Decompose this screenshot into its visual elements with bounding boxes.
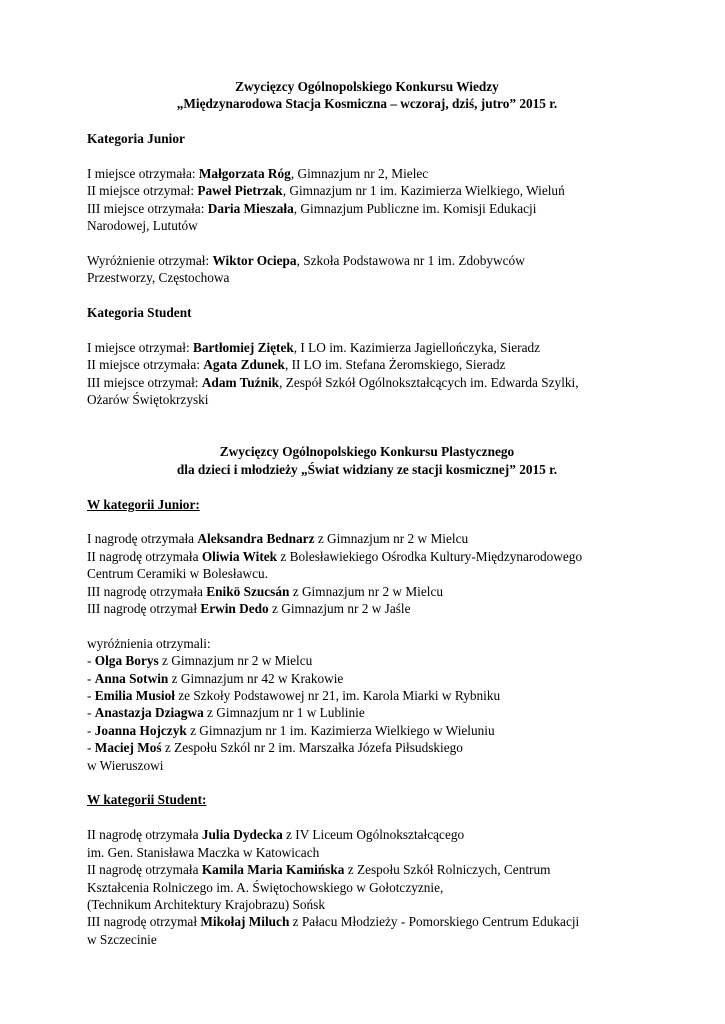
- c1-junior-place1: I miejsce otrzymała: Małgorzata Róg, Gimnazjum nr 2, Mielec: [87, 166, 429, 181]
- contest1-title: [87, 78, 647, 113]
- c2-distinction-2: - Anna Sotwin z Gimnazjum nr 42 w Krakowie: [87, 670, 344, 686]
- contest2-title-line2: dla dzieci i młodzieży „Świat widziany ze stacji kosmicznej” 2015 r.: [176, 461, 558, 477]
- c2-student-prize2b-cont2: (Technikum Architektury Krajobrazu) Sońsk: [87, 896, 325, 912]
- c2-distinction-6-cont: w Wieruszowi: [87, 757, 164, 773]
- contest2-title-line1: Zwycięzcy Ogólnopolskiego Konkursu Plastycznego: [219, 444, 515, 460]
- c1-junior-place2: II miejsce otrzymał: Paweł Pietrzak, Gimnazjum nr 1 im. Kazimierza Wielkiego, Wieluń: [87, 183, 565, 199]
- c1-junior-distinction: Wyróżnienie otrzymał: Wiktor Ociepa, Szkoła Podstawowa nr 1 im. Zdobywców: [87, 253, 525, 269]
- c1-student-place1: I miejsce otrzymał: Bartłomiej Ziętek, I LO im. Kazimierza Jagiellończyka, Sieradz: [87, 340, 541, 356]
- c2-student-prize2a: II nagrodę otrzymała Julia Dydecka z IV Liceum Ogólnokształcącego: [87, 827, 465, 843]
- contest1-junior-heading: Kategoria Junior: [87, 131, 185, 147]
- c2-distinction-1: - Olga Borys z Gimnazjum nr 2 w Mielcu: [87, 653, 313, 669]
- c2-junior-prize3b: III nagrodę otrzymał Erwin Dedo z Gimnazjum nr 2 w Jaśle: [87, 601, 411, 617]
- c2-junior-prize2-cont: Centrum Ceramiki w Bolesławcu.: [87, 566, 268, 582]
- c2-distinction-6: - Maciej Moś z Zespołu Szkól nr 2 im. Marszałka Józefa Piłsudskiego: [87, 740, 463, 756]
- c1-junior-place3-cont: Narodowej, Lututów: [87, 218, 198, 234]
- c1-junior-distinction-cont: Przestworzy, Częstochowa: [87, 270, 230, 286]
- document-page: [87, 78, 647, 948]
- contest2-title: [87, 443, 647, 478]
- c2-student-prize3: III nagrodę otrzymał Mikołaj Miluch z Pałacu Młodzieży - Pomorskiego Centrum Edukacji: [87, 914, 580, 930]
- c1-student-place3-cont: Ożarów Świętokrzyski: [87, 392, 209, 408]
- c2-student-prize2b: II nagrodę otrzymała Kamila Maria Kamińska z Zespołu Szkół Rolniczych, Centrum: [87, 862, 551, 878]
- c1-student-place3: III miejsce otrzymał: Adam Tuźnik, Zespół Szkół Ogólnokształcących im. Edwarda Szylki,: [87, 374, 579, 390]
- c2-junior-prize2: II nagrodę otrzymała Oliwia Witek z Bolesławiekiego Ośrodka Kultury-Międzynarodowego: [87, 548, 583, 564]
- contest1-title-line2: „Międzynarodowa Stacja Kosmiczna – wczoraj, dziś, jutro” 2015 r.: [176, 96, 558, 112]
- contest1-title-line1: Zwycięzcy Ogólnopolskiego Konkursu Wiedzy: [235, 79, 499, 94]
- c2-distinction-4: - Anastazja Dziagwa z Gimnazjum nr 1 w Lublinie: [87, 705, 365, 721]
- c1-student-place2: II miejsce otrzymała: Agata Zdunek, II LO im. Stefana Żeromskiego, Sieradz: [87, 357, 506, 373]
- c2-distinction-3: - Emilia Musioł ze Szkoły Podstawowej nr 21, im. Karola Miarki w Rybniku: [87, 688, 501, 704]
- c2-junior-prize1: I nagrodę otrzymała Aleksandra Bednarz z Gimnazjum nr 2 w Mielcu: [87, 531, 469, 547]
- c2-student-prize3-cont: w Szczecinie: [87, 931, 157, 947]
- contest2-student-heading: W kategorii Student:: [87, 792, 207, 808]
- c2-distinctions-heading: wyróżnienia otrzymali:: [87, 635, 211, 651]
- c2-student-prize2b-cont: Kształcenia Rolniczego im. A. Świętochowskiego w Gołotczyznie,: [87, 879, 444, 895]
- c2-junior-prize3a: III nagrodę otrzymała Enikö Szucsán z Gimnazjum nr 2 w Mielcu: [87, 583, 444, 599]
- c1-junior-place3: III miejsce otrzymała: Daria Mieszała, Gimnazjum Publiczne im. Komisji Edukacji: [87, 200, 537, 216]
- contest1-student-heading: Kategoria Student: [87, 305, 192, 321]
- c2-distinction-5: - Joanna Hojczyk z Gimnazjum nr 1 im. Kazimierza Wielkiego w Wieluniu: [87, 722, 495, 738]
- c2-student-prize2a-cont: im. Gen. Stanisława Maczka w Katowicach: [87, 844, 320, 860]
- contest2-junior-heading: W kategorii Junior:: [87, 496, 200, 512]
